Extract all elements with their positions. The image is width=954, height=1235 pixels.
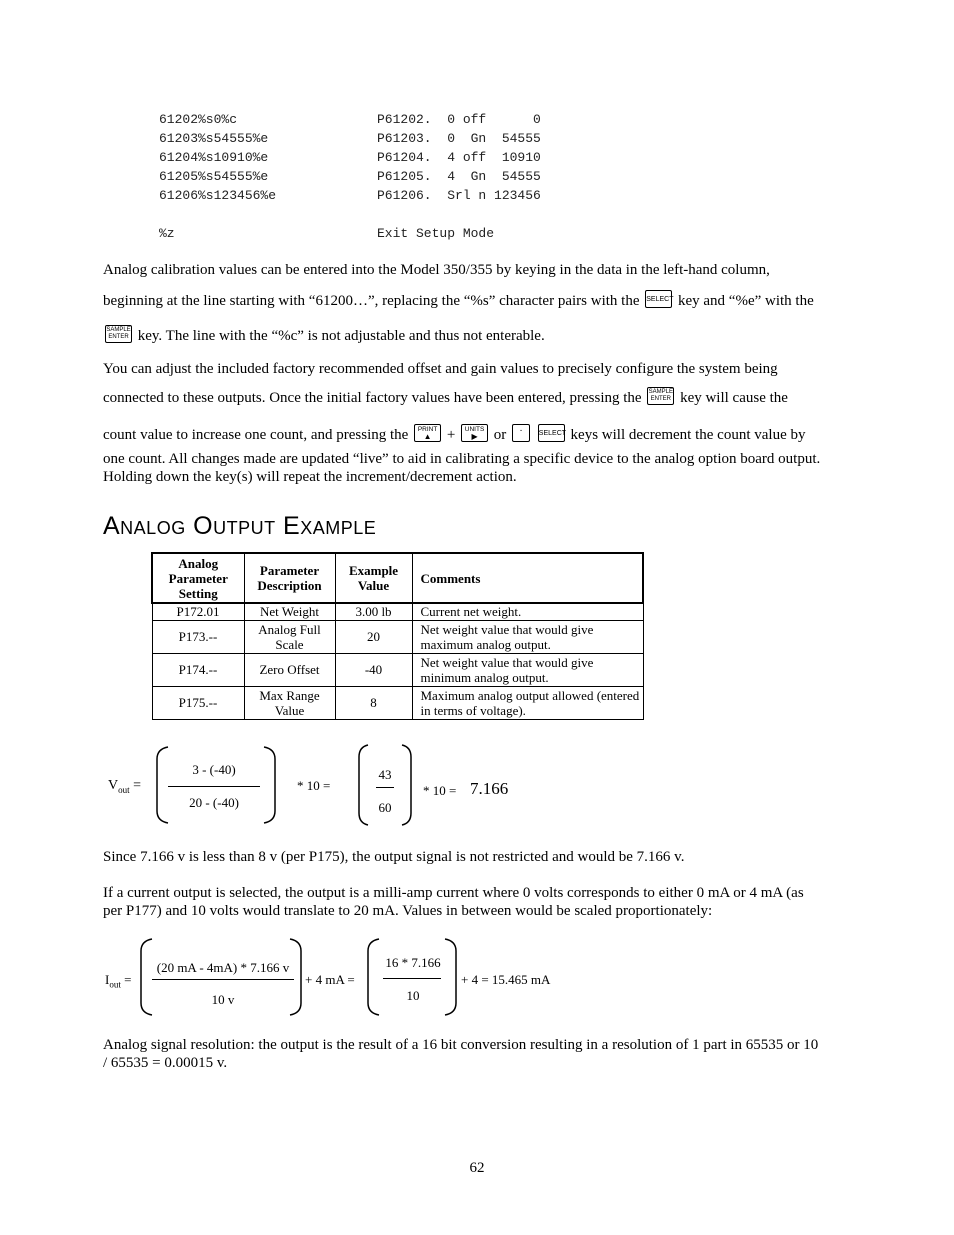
vout-subscript: out — [118, 784, 130, 795]
analog-parameter-table — [151, 552, 644, 720]
iout-equals: = — [124, 972, 132, 987]
iout-fraction-bar-2 — [383, 978, 441, 979]
sample-key-label: SAMPLE — [106, 327, 131, 333]
paragraph-adjust-offsets — [103, 361, 853, 486]
vout-equals: = — [133, 778, 142, 793]
paragraph-calibration-entry — [103, 262, 853, 342]
header-example-value: Example Value — [335, 553, 412, 603]
para2-line5: Holding down the key(s) will repeat the increment/decrement action. — [103, 469, 517, 485]
para2-line1: You can adjust the included factory recommended offset and gain values to precisely configure the system being — [103, 361, 778, 377]
code-cmd-1: 61202%s0%c — [159, 112, 238, 127]
para1-line3 — [103, 325, 545, 345]
code-resp-3: P61204. 4 off 10910 — [377, 150, 541, 165]
select-key-label: SELECT — [538, 430, 567, 437]
code-exit-cmd: %z — [159, 226, 175, 241]
table-row — [152, 686, 643, 719]
vout-symbol: V — [108, 778, 119, 793]
cell-setting: P173.-- — [152, 620, 244, 653]
print-up-key-icon — [414, 424, 441, 442]
cell-comment: Net weight value that would give maximum analog output. — [412, 620, 643, 653]
iout-add-2-result: + 4 = 15.465 mA — [461, 972, 551, 987]
paragraph-not-restricted — [103, 849, 853, 867]
vout-result: 7.166 — [470, 779, 509, 798]
para5-line1: Analog signal resolution: the output is the result of a 16 bit conversion resulting in a resolution of 1 part in 65535 or 10 — [103, 1037, 819, 1053]
up-arrow-icon: ▲ — [423, 432, 432, 441]
cell-setting: P174.-- — [152, 653, 244, 686]
dot-key-icon — [512, 424, 530, 442]
iout-fraction-bar-1 — [152, 979, 294, 980]
para2-line3-a: count value to increase one count, and pressing the — [103, 427, 409, 443]
para4-line1: If a current output is selected, the output is a milli-amp current where 0 volts corresponds to either 0 mA or 4 mA (as — [103, 885, 804, 901]
print-key-label: PRINT — [417, 426, 438, 433]
code-exit-resp: Exit Setup Mode — [377, 226, 495, 241]
cell-comment: Maximum analog output allowed (entered in terms of voltage). — [412, 686, 643, 719]
select-key-icon — [645, 290, 672, 308]
cell-description: Analog Full Scale — [244, 620, 335, 653]
para2-line2 — [103, 387, 788, 407]
page-number: 62 — [469, 1160, 485, 1176]
table-row — [152, 653, 643, 686]
vout-multiply-1: * 10 = — [297, 778, 331, 793]
vout-parentheses-1 — [154, 745, 278, 825]
paragraph-current-output — [103, 885, 853, 921]
para2-line3-b: keys will decrement the count value by — [570, 427, 806, 443]
code-resp-1: P61202. 0 off 0 — [377, 112, 541, 127]
cell-value: 8 — [335, 686, 412, 719]
para5-line2: / 65535 = 0.00015 v. — [103, 1055, 228, 1071]
iout-numerator-1: (20 mA - 4mA) * 7.166 v — [156, 960, 290, 975]
sample-enter-key-icon — [647, 387, 674, 405]
para1-line1: Analog calibration values can be entered into the Model 350/355 by keying in the data in the left-hand column, — [103, 262, 770, 278]
vout-lhs — [108, 778, 141, 798]
cell-description: Zero Offset — [244, 653, 335, 686]
header-comments: Comments — [412, 553, 643, 603]
code-cmd-3: 61204%s10910%e — [159, 150, 269, 165]
header-analog-parameter-setting: Analog Parameter Setting — [152, 553, 244, 603]
units-key-label: UNITS — [464, 426, 485, 433]
cell-value: -40 — [335, 653, 412, 686]
code-cmd-4: 61205%s54555%e — [159, 169, 269, 184]
sample-key-label: SAMPLE — [648, 389, 673, 395]
plus-sign: + — [446, 427, 456, 443]
units-right-key-icon — [461, 424, 488, 442]
para1-line2-a: beginning at the line starting with “61200…”, replacing the “%s” character pairs with the — [103, 293, 640, 309]
iout-denominator-2: 10 — [406, 988, 420, 1003]
para2-line2-a: connected to these outputs. Once the initial factory values have been entered, pressing the — [103, 390, 642, 406]
vout-denominator-2: 60 — [378, 800, 392, 815]
para2-line3 — [103, 424, 805, 444]
cell-setting: P175.-- — [152, 686, 244, 719]
iout-lhs — [105, 972, 131, 993]
table-row — [152, 603, 643, 620]
cell-description: Net Weight — [244, 603, 335, 620]
cell-comment: Net weight value that would give minimum analog output. — [412, 653, 643, 686]
code-cmd-2: 61203%s54555%e — [159, 131, 269, 146]
table-header-row — [152, 553, 643, 603]
iout-symbol: I — [105, 972, 110, 987]
vout-fraction-bar-1 — [168, 786, 260, 787]
section-heading: Analog Output Example — [103, 512, 377, 540]
table-row — [152, 620, 643, 653]
vout-numerator-2: 43 — [378, 767, 392, 782]
cell-setting: P172.01 — [152, 603, 244, 620]
select-key-icon — [538, 424, 565, 442]
sample-enter-key-icon — [105, 325, 132, 343]
vout-fraction-bar-2 — [376, 787, 394, 788]
enter-key-label: ENTER — [650, 396, 671, 402]
vout-denominator-1: 20 - (-40) — [189, 795, 239, 810]
cell-comment: Current net weight. — [412, 603, 643, 620]
iout-parentheses-2 — [365, 937, 459, 1017]
para1-line3-text: key. The line with the “%c” is not adjustable and thus not enterable. — [137, 328, 545, 344]
dot-key-glyph: · — [519, 425, 523, 436]
vout-numerator-1: 3 - (-40) — [192, 762, 236, 777]
iout-add-1: + 4 mA = — [305, 972, 355, 987]
code-resp-2: P61203. 0 Gn 54555 — [377, 131, 541, 146]
para1-line2-b: key and “%e” with the — [677, 293, 814, 309]
code-cmd-5: 61206%s123456%e — [159, 188, 277, 203]
or-word: or — [493, 427, 507, 443]
header-parameter-description: Parameter Description — [244, 553, 335, 603]
para1-line2 — [103, 290, 814, 310]
cell-description: Max Range Value — [244, 686, 335, 719]
iout-denominator-1: 10 v — [211, 992, 235, 1007]
para2-line4: one count. All changes made are updated “live” to aid in calibrating a specific device to the analog option board output. — [103, 451, 821, 467]
para2-line2-b: key will cause the — [680, 390, 788, 406]
para3-line1: Since 7.166 v is less than 8 v (per P175), the output signal is not restricted and would be 7.166 v. — [103, 849, 685, 865]
para4-line2: per P177) and 10 volts would translate to 20 mA. Values in between would be scaled proportionately: — [103, 903, 713, 919]
code-resp-4: P61205. 4 Gn 54555 — [377, 169, 541, 184]
enter-key-label: ENTER — [108, 334, 129, 340]
right-arrow-icon: ▶ — [471, 432, 478, 441]
iout-numerator-2: 16 * 7.166 — [385, 955, 441, 970]
cell-value: 3.00 lb — [335, 603, 412, 620]
code-resp-5: P61206. Srl n 123456 — [377, 188, 541, 203]
cell-value: 20 — [335, 620, 412, 653]
paragraph-resolution — [103, 1037, 853, 1073]
iout-subscript: out — [109, 979, 121, 990]
select-key-label: SELECT — [646, 296, 674, 303]
vout-multiply-2: * 10 = — [423, 783, 457, 798]
